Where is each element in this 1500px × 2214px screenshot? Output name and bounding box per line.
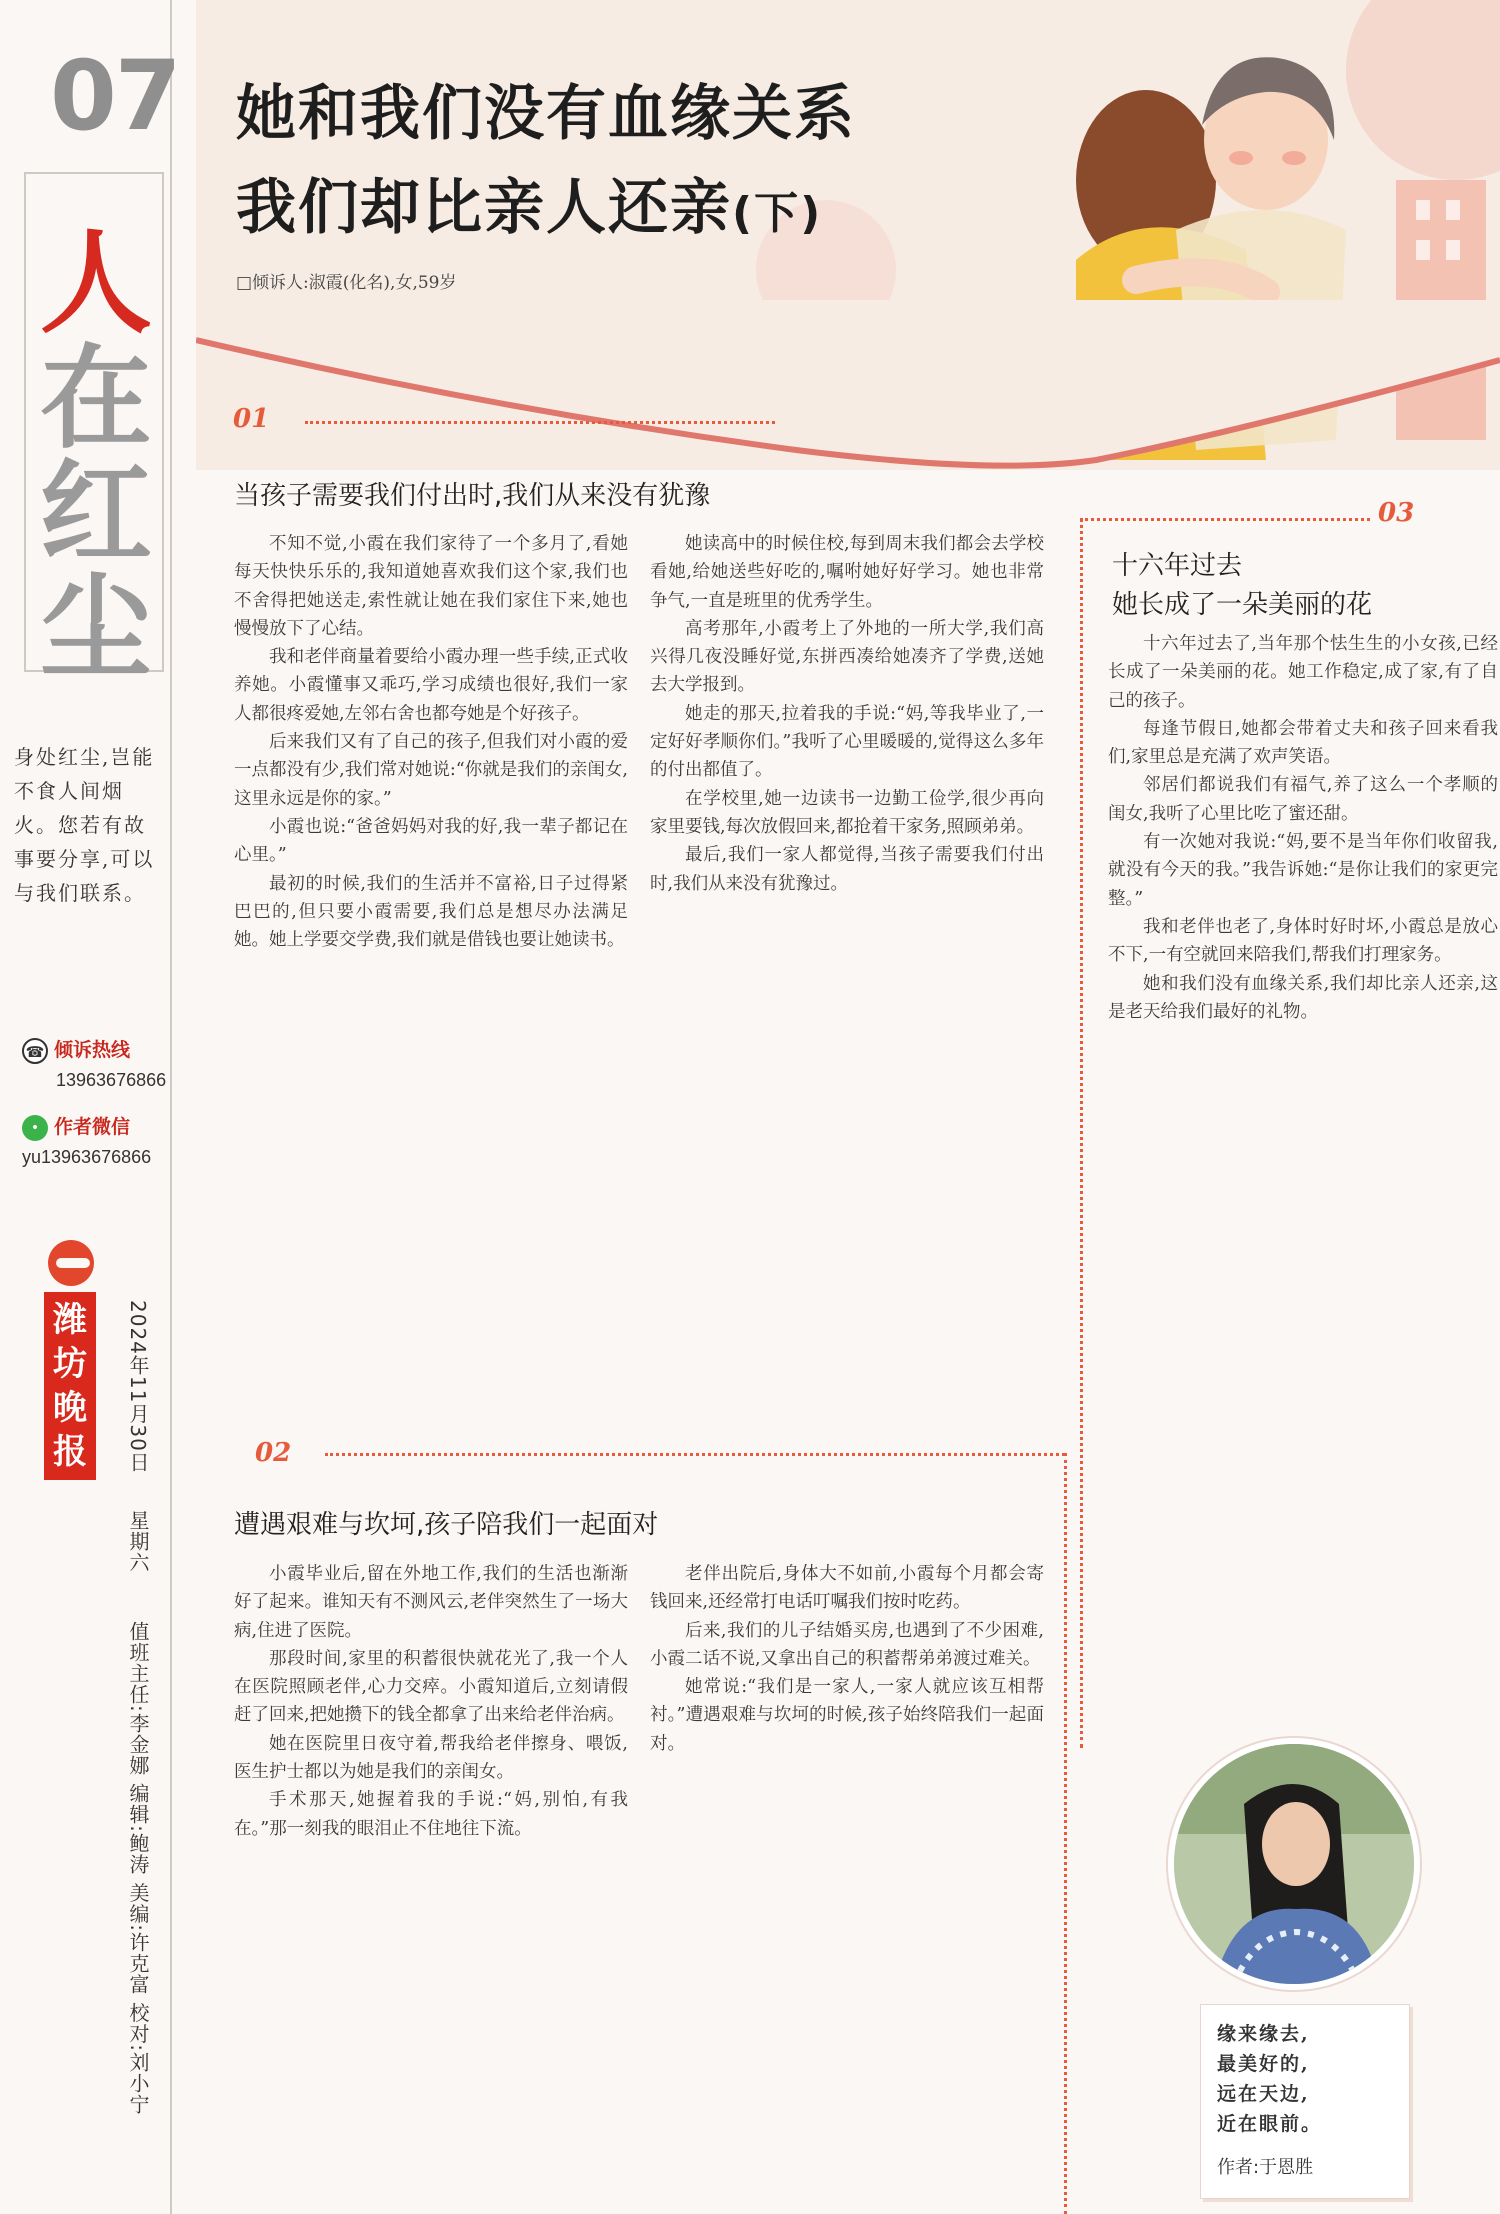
newspaper-name: 潍坊晚报 (44, 1292, 96, 1480)
quote-line-3: 远在天边, (1217, 2083, 1310, 2105)
section-03-dotted-vline (1080, 518, 1083, 1748)
section-03-heading-line1: 十六年过去 (1112, 551, 1243, 581)
section-char-4: 尘 (40, 563, 152, 694)
section-01-dotted-line (305, 421, 775, 424)
hotline-number: 13963676866 (56, 1070, 167, 1091)
hotline-block (22, 1035, 166, 1091)
section-01-column-1: 不知不觉,小霞在我们家待了一个多月了,看她每天快快乐乐的,我知道她喜欢我们这个家,我们也不舍得把她送走,索性就让她在我们家住下来,她也慢慢放下了心结。 我和老伴商量着要给小霞办理一些手续,正式收养她。小霞懂事又乖巧,学习成绩也很好,我们一家人都很疼爱她,左邻右舍也都夸她是个好孩子。 后来我们又有了自己的孩子,但我们对小霞的爱一点都没有少,我们常对她说:“你就是我们的亲闺女,这里永远是你的家。” 小霞也说:“爸爸妈妈对我的好,我一辈子都记在心里。” 最初的时候,我们的生活并不富裕,日子过得紧巴巴的,但只要小霞需要,我们总是想尽办法满足她。她上学要交学费,我们就是借钱也要让她读书。 (234, 534, 628, 951)
editor-credits: 值班主任:李金娜 编辑:鲍涛 美编:许克富 校对:刘小宁 (126, 1620, 150, 2115)
section-03-dotted-line (1080, 518, 1370, 521)
section-marker-03: 03 (1378, 498, 1414, 528)
section-02-column-2: 老伴出院后,身体大不如前,小霞每个月都会寄钱回来,还经常打电话叮嘱我们按时吃药。 后来,我们的儿子结婚买房,也遇到了不少困难,小霞二话不说,又拿出自己的积蓄帮弟弟渡过难关。 她常说:“我们是一家人,一家人就应该互相帮衬。”遭遇艰难与坎坷的时候,孩子始终陪我们一起面对。 (650, 1564, 1044, 1754)
logo-emblem-icon (48, 1240, 94, 1286)
quote-line-2: 最美好的, (1217, 2053, 1310, 2075)
article-title-line1: 她和我们没有血缘关系 (236, 79, 856, 149)
section-marker-01: 01 (233, 404, 269, 434)
title-suffix: (下) (732, 188, 823, 239)
section-title-box (24, 172, 164, 694)
section-02-dotted-vline (1064, 1453, 1067, 2214)
rail-divider (170, 0, 172, 2214)
section-02-heading: 遭遇艰难与坎坷,孩子陪我们一起面对 (234, 1510, 659, 1540)
wechat-icon: • (22, 1115, 48, 1141)
newspaper-logo (44, 1240, 102, 1480)
wechat-label: 作者微信 (54, 1117, 131, 1138)
author-photo (1168, 1738, 1420, 1990)
issue-date: 2024年11月30日 (126, 1300, 150, 1473)
issue-weekday: 星期六 (126, 1510, 150, 1574)
hotline-label: 倾诉热线 (54, 1040, 131, 1061)
article-title-line2: 我们却比亲人还亲(下) (236, 173, 823, 243)
issue-meta (118, 1300, 158, 2115)
column-tagline: 身处红尘,岂能不食人间烟火。您若有故事要分享,可以与我们联系。 (14, 745, 155, 905)
quote-card (1200, 2004, 1410, 2199)
section-char-2: 在 (40, 333, 152, 464)
section-03-column: 十六年过去了,当年那个怯生生的小女孩,已经长成了一朵美丽的花。她工作稳定,成了家,有了自己的孩子。 每逢节假日,她都会带着丈夫和孩子回来看我们,家里总是充满了欢声笑语。 邻居们都说我们有福气,养了这么一个孝顺的闺女,我听了心里比吃了蜜还甜。 有一次她对我说:“妈,要不是当年你们收留我,就没有今天的我。”我告诉她:“是你让我们的家更完整。” 我和老伴也老了,身体时好时坏,小霞总是放心不下,一有空就回来陪我们,帮我们打理家务。 她和我们没有血缘关系,我们却比亲人还亲,这是老天给我们最好的礼物。 (1108, 634, 1498, 1022)
phone-icon: ☎ (22, 1038, 48, 1064)
section-marker-02: 02 (255, 1438, 291, 1468)
quote-line-4: 近在眼前。 (1217, 2113, 1323, 2135)
section-02-dotted-line (325, 1453, 1065, 1456)
section-03-heading-line2: 她长成了一朵美丽的花 (1112, 590, 1373, 620)
section-char-1: 人 (40, 218, 152, 349)
author-byline: 作者:于恩胜 (1217, 2157, 1314, 2178)
interviewee-info: □倾诉人:淑霞(化名),女,59岁 (236, 273, 457, 293)
left-rail (0, 0, 190, 2214)
author-portrait (1174, 1744, 1414, 1984)
section-01-heading: 当孩子需要我们付出时,我们从来没有犹豫 (234, 481, 711, 511)
section-char-3: 红 (40, 448, 152, 579)
section-01-column-2: 她读高中的时候住校,每到周末我们都会去学校看她,给她送些好吃的,嘱咐她好好学习。她也非常争气,一直是班里的优秀学生。 高考那年,小霞考上了外地的一所大学,我们高兴得几夜没睡好觉,东拼西凑给她凑齐了学费,送她去大学报到。 她走的那天,拉着我的手说:“妈,等我毕业了,一定好好孝顺你们。”我听了心里暖暖的,觉得这么多年的付出都值了。 在学校里,她一边读书一边勤工俭学,很少再向家里要钱,每次放假回来,都抢着干家务,照顾弟弟。 最后,我们一家人都觉得,当孩子需要我们付出时,我们从来没有犹豫过。 (650, 534, 1044, 894)
wechat-id: yu13963676866 (22, 1147, 152, 1168)
section-02-column-1: 小霞毕业后,留在外地工作,我们的生活也渐渐好了起来。谁知天有不测风云,老伴突然生了一场大病,住进了医院。 那段时间,家里的积蓄很快就花光了,我一个人在医院照顾老伴,心力交瘁。小霞知道后,立刻请假赶了回来,把她攒下的钱全都拿了出来给老伴治病。 她在医院里日夜守着,帮我给老伴擦身、喂饭,医生护士都以为她是我们的亲闺女。 手术那天,她握着我的手说:“妈,别怕,有我在。”那一刻我的眼泪止不住地往下流。 (234, 1564, 628, 1839)
page-number: 07 (50, 40, 180, 152)
quote-line-1: 缘来缘去, (1217, 2023, 1310, 2045)
wechat-block (22, 1112, 151, 1168)
